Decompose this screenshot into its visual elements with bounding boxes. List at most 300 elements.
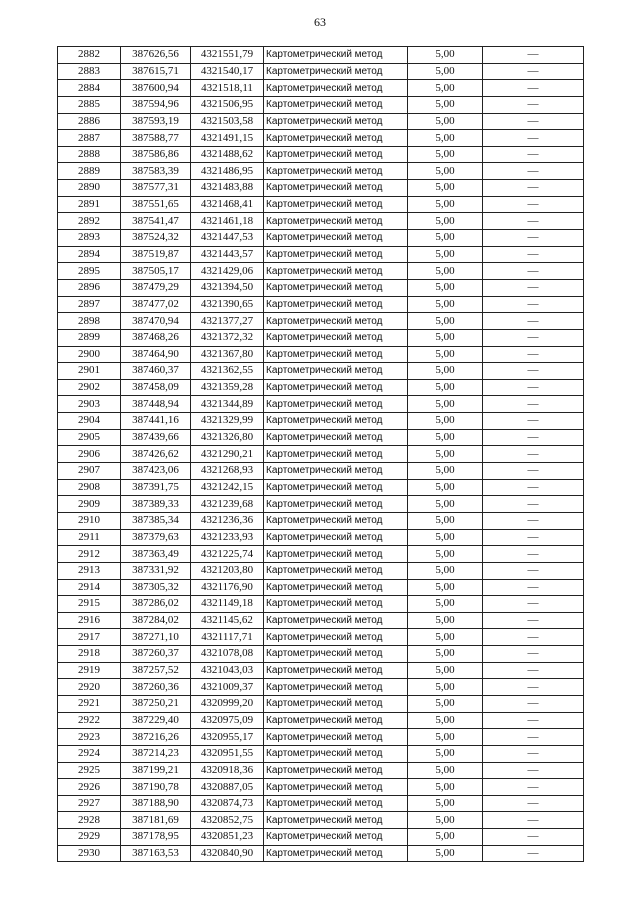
error-cell: 5,00 [408,529,483,546]
y-coordinate-cell: 4321290,21 [191,446,264,463]
x-coordinate-cell: 387190,78 [121,779,191,796]
x-coordinate-cell: 387181,69 [121,812,191,829]
method-cell: Картометрический метод [264,429,408,446]
method-cell: Картометрический метод [264,695,408,712]
y-coordinate-cell: 4321390,65 [191,296,264,313]
point-number-cell: 2908 [58,479,121,496]
table-row [58,163,584,180]
description-cell: — [483,47,584,64]
y-coordinate-cell: 4321447,53 [191,230,264,247]
table-row [58,562,584,579]
description-cell: — [483,579,584,596]
description-cell: — [483,246,584,263]
y-coordinate-cell: 4321203,80 [191,562,264,579]
y-coordinate-cell: 4321372,32 [191,329,264,346]
point-number-cell: 2917 [58,629,121,646]
y-coordinate-cell: 4321429,06 [191,263,264,280]
y-coordinate-cell: 4320887,05 [191,779,264,796]
y-coordinate-cell: 4320999,20 [191,695,264,712]
method-cell: Картометрический метод [264,130,408,147]
error-cell: 5,00 [408,463,483,480]
y-coordinate-cell: 4321359,28 [191,379,264,396]
y-coordinate-cell: 4321461,18 [191,213,264,230]
x-coordinate-cell: 387163,53 [121,845,191,862]
point-number-cell: 2883 [58,63,121,80]
x-coordinate-cell: 387551,65 [121,196,191,213]
x-coordinate-cell: 387505,17 [121,263,191,280]
y-coordinate-cell: 4321236,36 [191,512,264,529]
x-coordinate-cell: 387363,49 [121,546,191,563]
error-cell: 5,00 [408,779,483,796]
x-coordinate-cell: 387577,31 [121,180,191,197]
description-cell: — [483,562,584,579]
y-coordinate-cell: 4320951,55 [191,745,264,762]
point-number-cell: 2906 [58,446,121,463]
x-coordinate-cell: 387464,90 [121,346,191,363]
error-cell: 5,00 [408,712,483,729]
method-cell: Картометрический метод [264,745,408,762]
error-cell: 5,00 [408,180,483,197]
error-cell: 5,00 [408,812,483,829]
y-coordinate-cell: 4320975,09 [191,712,264,729]
table-row [58,762,584,779]
table-row [58,379,584,396]
y-coordinate-cell: 4321486,95 [191,163,264,180]
x-coordinate-cell: 387477,02 [121,296,191,313]
method-cell: Картометрический метод [264,163,408,180]
y-coordinate-cell: 4321233,93 [191,529,264,546]
y-coordinate-cell: 4321326,80 [191,429,264,446]
description-cell: — [483,646,584,663]
method-cell: Картометрический метод [264,596,408,613]
table-row [58,512,584,529]
point-number-cell: 2927 [58,795,121,812]
description-cell: — [483,745,584,762]
x-coordinate-cell: 387305,32 [121,579,191,596]
description-cell: — [483,795,584,812]
x-coordinate-cell: 387214,23 [121,745,191,762]
method-cell: Картометрический метод [264,795,408,812]
table-row [58,180,584,197]
error-cell: 5,00 [408,546,483,563]
error-cell: 5,00 [408,263,483,280]
error-cell: 5,00 [408,63,483,80]
y-coordinate-cell: 4321362,55 [191,363,264,380]
y-coordinate-cell: 4320840,90 [191,845,264,862]
point-number-cell: 2903 [58,396,121,413]
table-row [58,446,584,463]
point-number-cell: 2911 [58,529,121,546]
table-row [58,845,584,862]
description-cell: — [483,629,584,646]
point-number-cell: 2891 [58,196,121,213]
point-number-cell: 2894 [58,246,121,263]
error-cell: 5,00 [408,213,483,230]
y-coordinate-cell: 4321491,15 [191,130,264,147]
description-cell: — [483,313,584,330]
error-cell: 5,00 [408,596,483,613]
point-number-cell: 2901 [58,363,121,380]
table-row [58,363,584,380]
table-row [58,795,584,812]
table-row [58,146,584,163]
y-coordinate-cell: 4320851,23 [191,829,264,846]
error-cell: 5,00 [408,279,483,296]
description-cell: — [483,463,584,480]
y-coordinate-cell: 4321394,50 [191,279,264,296]
point-number-cell: 2914 [58,579,121,596]
point-number-cell: 2887 [58,130,121,147]
y-coordinate-cell: 4321009,37 [191,679,264,696]
description-cell: — [483,230,584,247]
point-number-cell: 2922 [58,712,121,729]
y-coordinate-cell: 4321078,08 [191,646,264,663]
y-coordinate-cell: 4321503,58 [191,113,264,130]
description-cell: — [483,762,584,779]
description-cell: — [483,612,584,629]
table-row [58,745,584,762]
description-cell: — [483,96,584,113]
table-row [58,479,584,496]
method-cell: Картометрический метод [264,779,408,796]
description-cell: — [483,180,584,197]
error-cell: 5,00 [408,662,483,679]
description-cell: — [483,679,584,696]
x-coordinate-cell: 387188,90 [121,795,191,812]
error-cell: 5,00 [408,679,483,696]
point-number-cell: 2926 [58,779,121,796]
description-cell: — [483,113,584,130]
description-cell: — [483,829,584,846]
method-cell: Картометрический метод [264,396,408,413]
x-coordinate-cell: 387600,94 [121,80,191,97]
x-coordinate-cell: 387391,75 [121,479,191,496]
y-coordinate-cell: 4321540,17 [191,63,264,80]
point-number-cell: 2899 [58,329,121,346]
x-coordinate-cell: 387423,06 [121,463,191,480]
y-coordinate-cell: 4321488,62 [191,146,264,163]
description-cell: — [483,329,584,346]
error-cell: 5,00 [408,762,483,779]
point-number-cell: 2912 [58,546,121,563]
method-cell: Картометрический метод [264,413,408,430]
error-cell: 5,00 [408,429,483,446]
y-coordinate-cell: 4321551,79 [191,47,264,64]
y-coordinate-cell: 4321443,57 [191,246,264,263]
method-cell: Картометрический метод [264,562,408,579]
table-row [58,63,584,80]
point-number-cell: 2929 [58,829,121,846]
description-cell: — [483,413,584,430]
point-number-cell: 2892 [58,213,121,230]
description-cell: — [483,662,584,679]
point-number-cell: 2904 [58,413,121,430]
x-coordinate-cell: 387460,37 [121,363,191,380]
description-cell: — [483,496,584,513]
point-number-cell: 2888 [58,146,121,163]
coordinates-table-body [58,47,584,862]
y-coordinate-cell: 4321329,99 [191,413,264,430]
error-cell: 5,00 [408,363,483,380]
error-cell: 5,00 [408,396,483,413]
y-coordinate-cell: 4321483,88 [191,180,264,197]
method-cell: Картометрический метод [264,196,408,213]
description-cell: — [483,779,584,796]
point-number-cell: 2897 [58,296,121,313]
x-coordinate-cell: 387441,16 [121,413,191,430]
method-cell: Картометрический метод [264,146,408,163]
y-coordinate-cell: 4321225,74 [191,546,264,563]
error-cell: 5,00 [408,130,483,147]
method-cell: Картометрический метод [264,512,408,529]
table-row [58,729,584,746]
description-cell: — [483,346,584,363]
table-row [58,246,584,263]
table-row [58,596,584,613]
method-cell: Картометрический метод [264,113,408,130]
method-cell: Картометрический метод [264,80,408,97]
error-cell: 5,00 [408,579,483,596]
table-row [58,96,584,113]
description-cell: — [483,596,584,613]
x-coordinate-cell: 387479,29 [121,279,191,296]
method-cell: Картометрический метод [264,296,408,313]
error-cell: 5,00 [408,562,483,579]
x-coordinate-cell: 387379,63 [121,529,191,546]
error-cell: 5,00 [408,845,483,862]
y-coordinate-cell: 4321176,90 [191,579,264,596]
method-cell: Картометрический метод [264,346,408,363]
table-row [58,695,584,712]
x-coordinate-cell: 387260,37 [121,646,191,663]
error-cell: 5,00 [408,745,483,762]
x-coordinate-cell: 387286,02 [121,596,191,613]
table-row [58,130,584,147]
point-number-cell: 2884 [58,80,121,97]
y-coordinate-cell: 4321149,18 [191,596,264,613]
error-cell: 5,00 [408,496,483,513]
point-number-cell: 2907 [58,463,121,480]
point-number-cell: 2896 [58,279,121,296]
error-cell: 5,00 [408,795,483,812]
table-row [58,413,584,430]
method-cell: Картометрический метод [264,230,408,247]
description-cell: — [483,429,584,446]
table-row [58,612,584,629]
table-row [58,662,584,679]
error-cell: 5,00 [408,512,483,529]
table-row [58,679,584,696]
point-number-cell: 2923 [58,729,121,746]
method-cell: Картометрический метод [264,729,408,746]
method-cell: Картометрический метод [264,546,408,563]
description-cell: — [483,163,584,180]
table-row [58,230,584,247]
method-cell: Картометрический метод [264,579,408,596]
description-cell: — [483,363,584,380]
description-cell: — [483,512,584,529]
x-coordinate-cell: 387284,02 [121,612,191,629]
x-coordinate-cell: 387448,94 [121,396,191,413]
x-coordinate-cell: 387250,21 [121,695,191,712]
method-cell: Картометрический метод [264,379,408,396]
y-coordinate-cell: 4321377,27 [191,313,264,330]
error-cell: 5,00 [408,479,483,496]
method-cell: Картометрический метод [264,612,408,629]
method-cell: Картометрический метод [264,96,408,113]
table-row [58,629,584,646]
table-row [58,113,584,130]
error-cell: 5,00 [408,296,483,313]
method-cell: Картометрический метод [264,63,408,80]
method-cell: Картометрический метод [264,263,408,280]
method-cell: Картометрический метод [264,679,408,696]
table-row [58,712,584,729]
point-number-cell: 2882 [58,47,121,64]
method-cell: Картометрический метод [264,529,408,546]
table-row [58,279,584,296]
x-coordinate-cell: 387593,19 [121,113,191,130]
x-coordinate-cell: 387439,66 [121,429,191,446]
y-coordinate-cell: 4320852,75 [191,812,264,829]
method-cell: Картометрический метод [264,180,408,197]
table-row [58,646,584,663]
x-coordinate-cell: 387331,92 [121,562,191,579]
table-row [58,213,584,230]
point-number-cell: 2915 [58,596,121,613]
method-cell: Картометрический метод [264,446,408,463]
point-number-cell: 2918 [58,646,121,663]
description-cell: — [483,213,584,230]
method-cell: Картометрический метод [264,213,408,230]
table-row [58,296,584,313]
error-cell: 5,00 [408,413,483,430]
point-number-cell: 2889 [58,163,121,180]
error-cell: 5,00 [408,313,483,330]
table-row [58,429,584,446]
method-cell: Картометрический метод [264,479,408,496]
table-row [58,47,584,64]
point-number-cell: 2921 [58,695,121,712]
x-coordinate-cell: 387594,96 [121,96,191,113]
error-cell: 5,00 [408,446,483,463]
method-cell: Картометрический метод [264,845,408,862]
description-cell: — [483,529,584,546]
table-row [58,779,584,796]
error-cell: 5,00 [408,729,483,746]
error-cell: 5,00 [408,695,483,712]
method-cell: Картометрический метод [264,47,408,64]
y-coordinate-cell: 4320918,36 [191,762,264,779]
description-cell: — [483,80,584,97]
point-number-cell: 2890 [58,180,121,197]
description-cell: — [483,130,584,147]
point-number-cell: 2916 [58,612,121,629]
point-number-cell: 2930 [58,845,121,862]
error-cell: 5,00 [408,163,483,180]
table-row [58,829,584,846]
point-number-cell: 2893 [58,230,121,247]
point-number-cell: 2905 [58,429,121,446]
x-coordinate-cell: 387199,21 [121,762,191,779]
method-cell: Картометрический метод [264,762,408,779]
table-row [58,80,584,97]
x-coordinate-cell: 387586,86 [121,146,191,163]
page-number: 63 [314,15,326,29]
point-number-cell: 2928 [58,812,121,829]
table-row [58,396,584,413]
y-coordinate-cell: 4321367,80 [191,346,264,363]
method-cell: Картометрический метод [264,279,408,296]
x-coordinate-cell: 387426,62 [121,446,191,463]
method-cell: Картометрический метод [264,463,408,480]
description-cell: — [483,196,584,213]
y-coordinate-cell: 4320874,73 [191,795,264,812]
y-coordinate-cell: 4321239,68 [191,496,264,513]
description-cell: — [483,812,584,829]
y-coordinate-cell: 4320955,17 [191,729,264,746]
x-coordinate-cell: 387583,39 [121,163,191,180]
description-cell: — [483,146,584,163]
point-number-cell: 2910 [58,512,121,529]
error-cell: 5,00 [408,646,483,663]
x-coordinate-cell: 387271,10 [121,629,191,646]
table-row [58,313,584,330]
description-cell: — [483,712,584,729]
error-cell: 5,00 [408,829,483,846]
description-cell: — [483,379,584,396]
x-coordinate-cell: 387257,52 [121,662,191,679]
point-number-cell: 2924 [58,745,121,762]
description-cell: — [483,263,584,280]
y-coordinate-cell: 4321506,95 [191,96,264,113]
description-cell: — [483,279,584,296]
x-coordinate-cell: 387524,32 [121,230,191,247]
x-coordinate-cell: 387385,34 [121,512,191,529]
point-number-cell: 2913 [58,562,121,579]
error-cell: 5,00 [408,246,483,263]
y-coordinate-cell: 4321468,41 [191,196,264,213]
description-cell: — [483,695,584,712]
x-coordinate-cell: 387468,26 [121,329,191,346]
table-row [58,263,584,280]
table-row [58,329,584,346]
table-row [58,346,584,363]
error-cell: 5,00 [408,96,483,113]
point-number-cell: 2898 [58,313,121,330]
y-coordinate-cell: 4321145,62 [191,612,264,629]
method-cell: Картометрический метод [264,646,408,663]
error-cell: 5,00 [408,196,483,213]
error-cell: 5,00 [408,230,483,247]
table-row [58,529,584,546]
y-coordinate-cell: 4321268,93 [191,463,264,480]
method-cell: Картометрический метод [264,246,408,263]
point-number-cell: 2902 [58,379,121,396]
table-row [58,546,584,563]
table-row [58,463,584,480]
y-coordinate-cell: 4321242,15 [191,479,264,496]
point-number-cell: 2920 [58,679,121,696]
point-number-cell: 2900 [58,346,121,363]
table-row [58,579,584,596]
method-cell: Картометрический метод [264,812,408,829]
coordinates-table [57,46,584,862]
y-coordinate-cell: 4321043,03 [191,662,264,679]
point-number-cell: 2895 [58,263,121,280]
method-cell: Картометрический метод [264,496,408,513]
description-cell: — [483,63,584,80]
